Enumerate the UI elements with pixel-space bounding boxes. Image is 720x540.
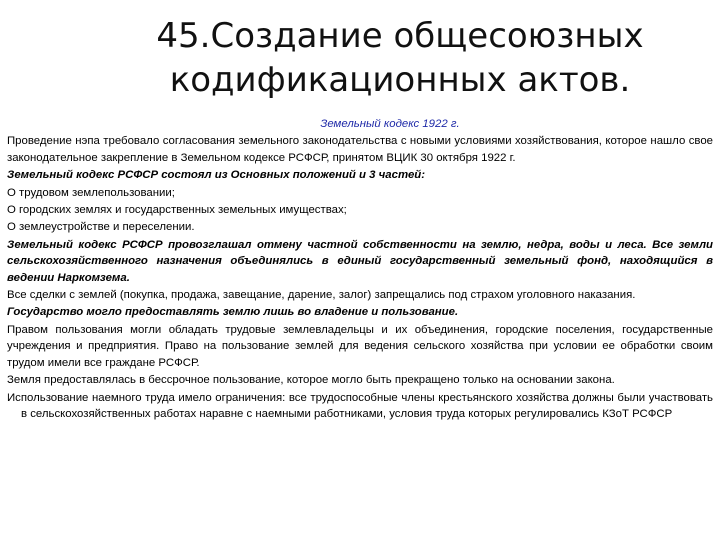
list-item-part-2: О городских землях и государственных земельных имуществах; [7,204,347,217]
paragraph-structure: Земельный кодекс РСФСР состоял из Основных положений и 3 частей: [7,169,426,182]
slide-title-line-2: кодификационных актов. [169,60,631,100]
paragraph-nep: Проведение нэпа требовало согласования земельного законодательства с новыми условиями хозяйствования, которое нашло свое законодательное закрепление в Земельном кодексе РСФСР, принятом ВЦИК 30 октября 1922 г. [7,135,713,164]
list-item-part-1: О трудовом землепользовании; [7,186,175,199]
paragraph-hired-labor: Использование наемного труда имело ограничения: все трудоспособные члены крестьянского хозяйства должны были участвовать в сельскохозяйственных работах наравне с наемными работниками, условия труда которых регулировались КЗоТ РСФСР [7,391,713,420]
paragraph-abolition: Земельный кодекс РСФСР провозглашал отмену частной собственности на землю, недра, воды и леса. Все земли сельскохозяйственного назначения объединялись в единый государственный земельный фонд, находящийся в ведении Наркомзема. [7,238,713,284]
paragraph-right-of-use: Правом пользования могли обладать трудовые землевладельцы и их объединения, городские поселения, государственные учреждения и предприятия. Право на пользование землей для ведения сельского хозяйства при условии ее обработки своим трудом имели все граждане РСФСР. [7,323,713,369]
paragraph-transactions: Все сделки с землей (покупка, продажа, завещание, дарение, залог) запрещались под страхом уголовного наказания. [7,289,636,302]
list-item-part-3: О землеустройстве и переселении. [7,221,195,234]
paragraph-perpetual-use: Земля предоставлялась в бессрочное пользование, которое могло быть прекращено только на основании закона. [7,374,615,387]
section-subtitle: Земельный кодекс 1922 г. [320,118,460,130]
paragraph-state-grant: Государство могло предоставлять землю лишь во владение и пользование. [7,306,459,319]
slide-title [150,14,650,102]
slide-body [7,116,713,423]
slide-title-line-1: 45.Создание общесоюзных [156,16,644,56]
